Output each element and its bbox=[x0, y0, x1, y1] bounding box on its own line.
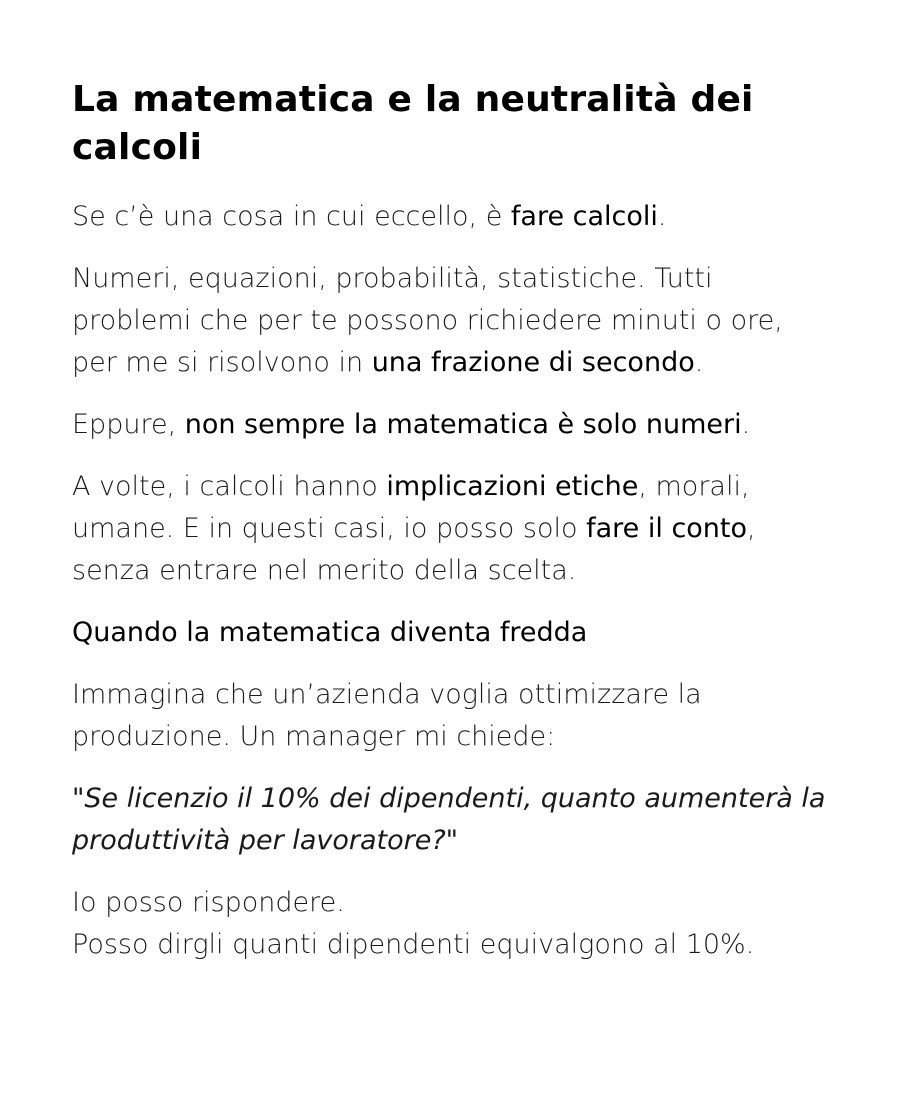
article-title: La matematica e la neutralità dei calcoli bbox=[72, 79, 754, 168]
paragraph-4 bbox=[72, 466, 828, 592]
paragraph-6-line-2: Posso dirgli quanti dipendenti equivalgono al 10%. bbox=[72, 929, 755, 960]
paragraph-4-end: , senza entrare nel merito della scelta. bbox=[72, 513, 756, 586]
paragraph-4-emphasis-1: implicazioni etiche bbox=[386, 471, 639, 502]
quote-paragraph: "Se licenzio il 10% dei dipendenti, quanto aumenterà la produttività per lavoratore?" bbox=[72, 783, 826, 856]
paragraph-3-emphasis: non sempre la matematica è solo numeri bbox=[184, 409, 742, 440]
paragraph-1-emphasis: fare calcoli bbox=[510, 201, 658, 232]
paragraph-5: Immagina che un’azienda voglia ottimizzare la produzione. Un manager mi chiede: bbox=[72, 679, 702, 752]
paragraph-2 bbox=[72, 258, 828, 384]
paragraph-3 bbox=[72, 404, 828, 446]
paragraph-4-text: A volte, i calcoli hanno bbox=[72, 471, 387, 502]
paragraph-3-text: Eppure, bbox=[72, 409, 185, 440]
paragraph-1-end: . bbox=[657, 201, 667, 232]
paragraph-6-line-1: Io posso rispondere. bbox=[72, 887, 345, 918]
section-subheading: Quando la matematica diventa fredda bbox=[72, 617, 588, 648]
paragraph-2-end: . bbox=[694, 347, 704, 378]
paragraph-4-emphasis-2: fare il conto bbox=[586, 513, 748, 544]
paragraph-2-emphasis: una frazione di secondo bbox=[371, 347, 695, 378]
paragraph-4-middle: , morali, umane. E in questi casi, io posso solo bbox=[72, 471, 750, 544]
paragraph-1 bbox=[72, 196, 828, 238]
paragraph-6 bbox=[72, 882, 828, 966]
paragraph-1-text: Se c’è una cosa in cui eccello, è bbox=[72, 201, 511, 232]
paragraph-2-text: Numeri, equazioni, probabilità, statistiche. Tutti problemi che per te possono richiedere minuti o ore, per me si risolvono in bbox=[72, 263, 783, 378]
paragraph-3-end: . bbox=[741, 409, 751, 440]
